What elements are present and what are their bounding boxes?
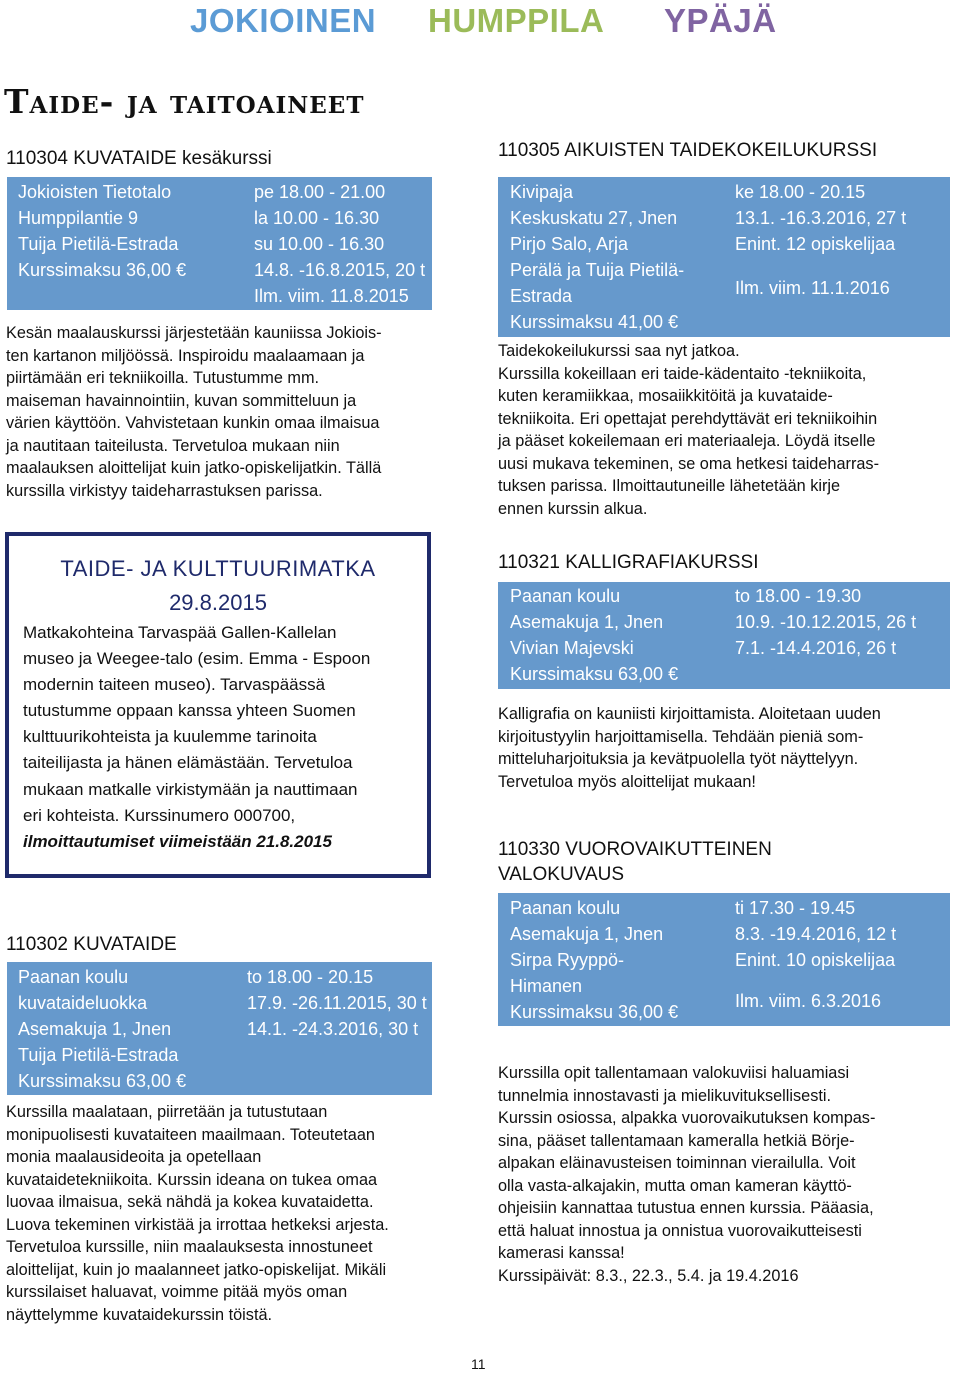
info-max-students: Enint. 10 opiskelijaa [735,950,896,970]
info-dates: 13.1. -16.3.2016, 27 t [735,208,907,228]
trip-title: TAIDE- JA KULTTUURIMATKA [60,556,376,581]
section-title: Taide- ja taitoaineet [4,82,365,121]
course-title-110304: 110304 KUVATAIDE kesäkurssi [6,148,272,169]
page-number: 11 [471,1356,486,1372]
info-dates: 14.8. -16.8.2015, 20 t [254,260,426,280]
info-time-sat: la 10.00 - 16.30 [254,208,380,228]
info-time: to 18.00 - 20.15 [247,967,374,987]
info-deadline: Ilm. viim. 11.8.2015 [254,286,409,306]
info-dates: 8.3. -19.4.2016, 12 t [735,924,897,944]
info-time-sun: su 10.00 - 16.30 [254,234,385,254]
course-title-110302: 110302 KUVATAIDE [6,934,177,955]
trip-deadline: ilmoittautumiset viimeistään 21.8.2015 [23,831,332,851]
info-address: Keskuskatu 27, Jnen [510,208,678,228]
town-humppila: HUMPPILA [428,2,605,39]
course-info-box-110321 [498,582,950,689]
info-teacher: Vivian Majevski [510,638,634,658]
info-fee: Kurssimaksu 63,00 € [510,664,679,684]
info-location: Paanan koulu [510,898,621,918]
course-info-box-110304 [7,177,432,310]
info-max-students: Enint. 12 opiskelijaa [735,234,896,254]
info-fee: Kurssimaksu 36,00 € [510,1002,679,1022]
info-teacher: Sirpa Ryyppö- [510,950,625,970]
course-description-110330: Kurssilla opit tallentamaan valokuviisi haluamiasi tunnelmia innostavasti ja mielikuvituksellisesti. Kurssin osiossa, alpakka vuorovaikutuksen kompas- sina, pääset tallentamaan kameralla hetkiä Börje- alpakan eläinavusteisen toiminnan vierailulla. Voit olla vasta-alkajakin, mutta oman kameran käyttö- ohjeisiin kannattaa tutustua ennen kurssia. Pääasia, että haluat innostua ja onnistua vuorovaikutteisesti kamerasi kanssa! Kurssipäivät: 8.3., 22.3., 5.4. ja 19.4.2016 [498,1064,876,1285]
info-deadline: Ilm. viim. 11.1.2016 [735,278,890,298]
info-dates-spring: 7.1. -14.4.2016, 26 t [735,638,897,658]
course-description-110302: Kurssilla maalataan, piirretään ja tutustutaan monipuolisesti kuvataiteen maailmaan. Toteutetaan monia maalausideoita ja opetellaan kuvataidetekniikoita. Kurssin ideana on tukea omaa luovaa ilmaisua, sekä nähdä ja kokea kuvataidetta. Luova tekeminen virkistää ja irrottaa hetkeksi arjesta. Tervetuloa kurssille, niin maalauksesta innostuneet aloittelijat, kuin jo maalanneet jatko-opiskelijat. Mikäli kurssilaiset haluavat, voimme pitää myös oman näyttelymme kuvataidekurssin töistä. [6,1103,389,1324]
course-title-110305: 110305 AIKUISTEN TAIDEKOKEILUKURSSI [498,140,878,161]
info-teacher: Pirjo Salo, Arja [510,234,629,254]
info-location: Paanan koulu [18,967,129,987]
course-description-110321: Kalligrafia on kauniisti kirjoittamista. Aloitetaan uuden kirjoitustyylin harjoittamisella. Tehdään pieniä som- mitteluharjoituksia ja kevätpuolella työt näyttelyyn. Tervetuloa myös aloittelijat mukaan! [498,705,881,791]
info-address: Asemakuja 1, Jnen [510,612,664,632]
town-jokioinen: JOKIOINEN [190,2,377,39]
info-dates-autumn: 17.9. -26.11.2015, 30 t [247,993,427,1013]
info-teacher: Tuija Pietilä-Estrada [18,1045,179,1065]
course-description-110304: Kesän maalauskurssi järjestetään kauniissa Jokiois- ten kartanon miljöössä. Inspiroidu maalaamaan ja piirtämään eri tekniikoilla. Tutustumme mm. maiseman havainnointiin, kuvan sommitteluun ja värien käyttöön. Vahvistetaan kunkin omaa ilmaisua ja nautitaan taiteilusta. Tervetuloa mukaan niin maalauksen aloittelijat kuin jatko-opiskelijatkin. Tällä kurssilla virkistyy taideharrastuksen parissa. [6,324,382,500]
info-fee: Kurssimaksu 41,00 € [510,312,679,332]
info-time: ti 17.30 - 19.45 [735,898,856,918]
course-info-box-110302 [7,962,432,1095]
info-time: ke 18.00 - 20.15 [735,182,866,202]
info-time: to 18.00 - 19.30 [735,586,862,606]
info-fee: Kurssimaksu 36,00 € [18,260,187,280]
info-dates-spring: 14.1. -24.3.2016, 30 t [247,1019,419,1039]
trip-date: 29.8.2015 [169,590,267,615]
info-address: Humppilantie 9 [18,208,139,228]
info-address: Asemakuja 1, Jnen [18,1019,172,1039]
info-deadline: Ilm. viim. 6.3.2016 [735,991,882,1011]
course-title-110321: 110321 KALLIGRAFIAKURSSI [498,552,759,573]
info-address: Asemakuja 1, Jnen [510,924,664,944]
info-dates-autumn: 10.9. -10.12.2015, 26 t [735,612,917,632]
course-info-box-110305 [498,177,950,337]
info-fee: Kurssimaksu 63,00 € [18,1071,187,1091]
info-location: Kivipaja [510,182,574,202]
course-info-box-110330 [498,893,950,1026]
course-title-110330: 110330 VUOROVAIKUTTEINEN VALOKUVAUS [498,839,772,885]
info-teacher-cont: Himanen [510,976,583,996]
trip-description: Matkakohteina Tarvaspää Gallen-Kallelan museo ja Weegee-talo (esim. Emma - Espoon modernin taiteen museo). Tarvaspäässä tutustumme oppaan kanssa yhteen Suomen kulttuurikohteista ja kuulemme tarinoita taiteilijasta ja hänen elämästään. Tervetuloa mukaan matkalle virkistymään ja nauttimaan eri kohteista. Kurssinumero 000700, ilmoittautumiset viimeistään 21.8.2015 [23,620,370,855]
info-teacher-cont: Perälä ja Tuija Pietilä- [510,260,685,280]
course-description-110305: Taidekokeilukurssi saa nyt jatkoa. Kurssilla kokeillaan eri taide-kädentaito -tekniikoita, kuten keramiikkaa, mosaiikkitöitä ja kuvataide- tekniikoita. Eri opettajat perehdyttävät eri tekniikoihin ja pääset kokeilemaan eri materiaaleja. Löydä itselle uusi mukava tekeminen, se oma hetkesi taideharras- tuksen parissa. Ilmoittautuneille lähetetään kirje ennen kurssin alkua. [498,342,879,518]
info-location: Paanan koulu [510,586,621,606]
info-location: Jokioisten Tietotalo [18,182,172,202]
info-time-fri: pe 18.00 - 21.00 [254,182,386,202]
info-room: kuvataideluokka [18,993,148,1013]
info-teacher-cont2: Estrada [510,286,573,306]
culture-trip-box [5,532,431,878]
info-teacher: Tuija Pietilä-Estrada [18,234,179,254]
town-ypaja: YPÄJÄ [664,2,777,39]
